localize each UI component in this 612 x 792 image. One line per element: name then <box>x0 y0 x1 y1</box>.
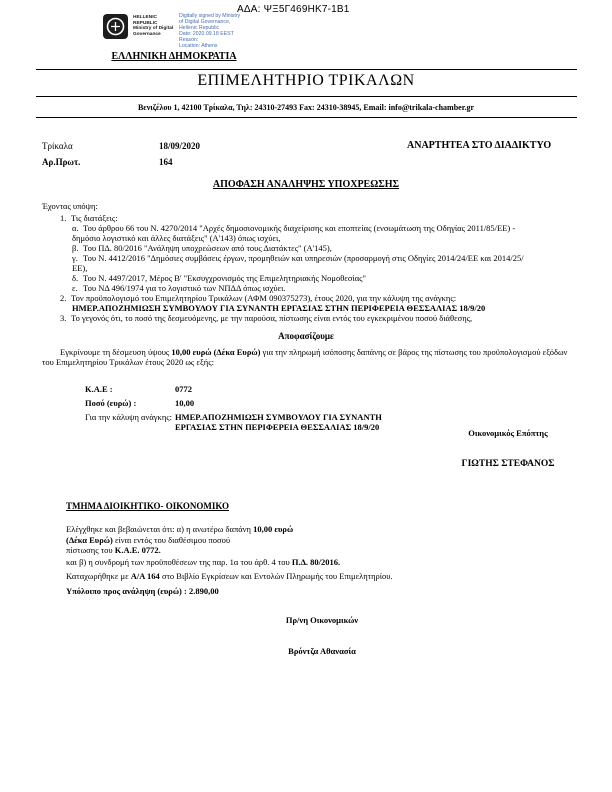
considerations-intro: Έχοντας υπόψη: <box>42 201 98 211</box>
hellenic-republic-heading: ΕΛΛΗΝΙΚΗ ΔΗΜΟΚΡΑΤΙΑ <box>111 51 237 62</box>
registered-line: Καταχωρήθηκε με Α/Α 164 στο Βιβλίο Εγκρίσεων και Εντολών Πληρωμής του Επιμελητηρίου. <box>66 571 393 581</box>
kae-label: Κ.Α.Ε : <box>85 384 113 394</box>
list-item-text: Τον προϋπολογισμό του Επιμελητηρίου Τρικάλων (ΑΦΜ 090375273), έτους 2020, για την κάλυψη της ανάγκης: <box>71 293 457 303</box>
list-item-text: Του Ν. 4497/2017, Μέρος Β' "Εκσυγχρονισμός της Επιμελητηριακής Νομοθεσίας" <box>83 273 367 283</box>
ministry-name-line: Ministry of Digital <box>133 26 174 32</box>
amount-label: Ποσό (ευρώ) : <box>85 398 137 408</box>
ministry-name <box>133 11 175 37</box>
chamber-address: Βενιζέλου 1, 42100 Τρίκαλα, Τηλ: 24310-27493 Fax: 24310-38945, Email: info@trikala-chamber.gr <box>137 103 475 112</box>
list-item-text: Του Ν. 4412/2016 "Δημόσιες συμβάσεις έργων, προμηθειών και υπηρεσιών (προσαρμογή στις Οδηγίες 2014/24/ΕΕ και 2014/25/ΕΕ), <box>72 253 524 273</box>
approval-paragraph: Εγκρίνουμε τη δέσμευση ύψους 10,00 ευρώ (Δέκα Ευρώ) για την πληρωμή ισόποσης δαπάνης σε βάρος της πίστωσης του προϋπολογισμού εξόδων του Επιμελητηρίου Τρικάλων έτους 2020 ως εξής: <box>42 347 568 367</box>
decide-word: Αποφασίζουμε <box>278 331 334 341</box>
list-subitem-b <box>60 243 538 253</box>
verification-line-2: (Δέκα Ευρώ) είναι εντός του διαθέσιμου ποσού <box>66 534 231 545</box>
list-item-number: ε. <box>72 283 78 293</box>
signature-line: Digitally signed by Ministry <box>179 13 241 19</box>
supervisor-signature-block <box>424 428 592 469</box>
horizontal-rule-bottom <box>36 117 577 118</box>
allocation-table <box>85 384 397 432</box>
list-subitem-d <box>60 273 538 283</box>
signature-details <box>179 11 261 49</box>
list-item-text: Του ΠΔ. 80/2016 "Ανάληψη υποχρεώσεων από τους Διατάκτες" (Α'145), <box>83 243 332 253</box>
supervisor-name: ΓΙΩΤΗΣ ΣΤΕΦΑΝΟΣ <box>461 459 555 469</box>
list-item-2-need-text: ΗΜΕΡ.ΑΠΟΖΗΜΙΩΣΗ ΣΥΜΒΟΥΛΟΥ ΓΙΑ ΣΥΝΑΝΤΗ ΕΡΓΑΣΙΑΣ ΣΤΗΝ ΠΕΡΙΦΕΡΕΙΑ ΘΕΣΣΑΛΙΑΣ 18/9/20 <box>72 303 486 313</box>
signature-line: Date: 2020.09.18 EEST <box>179 31 234 37</box>
list-item-1 <box>60 213 538 223</box>
need-value: ΗΜΕΡ.ΑΠΟΖΗΜΙΩΣΗ ΣΥΜΒΟΥΛΟΥ ΓΙΑ ΣΥΝΑΝΤΗ ΕΡΓΑΣΙΑΣ ΣΤΗΝ ΠΕΡΙΦΕΡΕΙΑ ΘΕΣΣΑΛΙΑΣ 18/9/20 <box>175 412 382 432</box>
chamber-title: ΕΠΙΜΕΛΗΤΗΡΙΟ ΤΡΙΚΑΛΩΝ <box>197 72 415 89</box>
ministry-name-line: Governance <box>133 31 161 37</box>
supervisor-title: Οικονομικός Επόπτης <box>468 428 548 438</box>
list-item-text: Τις διατάξεις: <box>71 213 118 223</box>
kae-value: 0772 <box>175 384 192 394</box>
protocol-number: 164 <box>159 157 173 167</box>
list-item-number: δ. <box>72 273 79 283</box>
list-item-number: 3. <box>60 313 67 323</box>
verification-block <box>66 524 293 556</box>
signature-line: of Digital Governance, <box>179 19 231 25</box>
list-item-number: γ. <box>72 253 78 263</box>
list-item-text: Του άρθρου 66 του Ν. 4270/2014 "Αρχές δημοσιονομικής διαχείρισης και εποπτείας (ενσωμάτωση της Οδηγίας 2011/85/ΕΕ) - δημόσιο λογιστικό και άλλες διατάξεις" (Α'143) όπως ισχύει, <box>72 223 516 243</box>
city-label: Τρίκαλα <box>42 141 73 151</box>
ada-code: ΑΔΑ: ΨΞ5Γ469ΗΚ7-1Β1 <box>237 4 350 15</box>
decision-title: ΑΠΟΦΑΣΗ ΑΝΑΛΗΨΗΣ ΥΠΟΧΡΕΩΣΗΣ <box>212 179 400 190</box>
list-item-number: 1. <box>60 213 67 223</box>
list-item-3 <box>60 313 538 323</box>
horizontal-rule-middle <box>36 96 577 97</box>
verification-line-3: πίστωσης του Κ.Α.Ε. 0772. <box>66 545 161 555</box>
list-item-number: β. <box>72 243 79 253</box>
need-label: Για την κάλυψη ανάγκης: <box>85 412 173 422</box>
verification-line-1: Ελέγχθηκε και βεβαιώνεται ότι: α) η ανωτέρω δαπάνη 10,00 ευρώ <box>66 524 294 534</box>
protocol-label: Αρ.Πρωτ. <box>42 157 81 167</box>
provision-line: και β) η συνδρομή των προϋποθέσεων της παρ. 1α του άρθ. 4 του Π.Δ. 80/2016. <box>66 557 341 567</box>
list-subitem-c <box>60 253 538 273</box>
ministry-name-line: HELLENIC REPUBLIC <box>133 15 158 26</box>
horizontal-rule-top <box>36 69 577 70</box>
finance-head-title: Πρ/νη Οικονομικών <box>285 615 359 625</box>
list-item-number: 2. <box>60 293 67 303</box>
list-item-text: Του ΝΔ 496/1974 για το λογιστικό των ΝΠΔΔ όπως ισχύει. <box>83 283 286 293</box>
department-title: ΤΜΗΜΑ ΔΙΟΙΚΗΤΙΚΟ- ΟΙΚΟΝΟΜΙΚΟ <box>66 501 229 511</box>
list-subitem-a <box>60 223 538 243</box>
list-item-number: α. <box>72 223 79 233</box>
considerations-list <box>60 213 538 323</box>
document-date: 18/09/2020 <box>159 141 201 151</box>
finance-head-name: Βρόντζα Αθανασία <box>288 646 356 656</box>
balance-line: Υπόλοιπο προς ανάληψη (ευρώ) : 2.890,00 <box>66 586 219 596</box>
finance-head-signature-block <box>248 615 396 656</box>
amount-value: 10,00 <box>175 398 195 408</box>
signature-line: Reason: <box>179 37 199 43</box>
list-subitem-e <box>60 283 538 293</box>
signature-line: Location: Athens <box>179 43 218 49</box>
list-item-text: Το γεγονός ότι, το ποσό της δεσμευόμενης, με την παρούσα, πίστωσης είναι εντός του εγκεκριμένου ποσού διάθεσης, <box>71 313 473 323</box>
digital-signature-stamp <box>102 11 261 49</box>
ministry-emblem-icon <box>102 11 129 41</box>
list-item-2 <box>60 293 538 313</box>
signature-line: Hellenic Republic <box>179 25 220 31</box>
publish-note: ΑΝΑΡΤΗΤΕΑ ΣΤΟ ΔΙΑΔΙΚΤΥΟ <box>407 140 552 151</box>
